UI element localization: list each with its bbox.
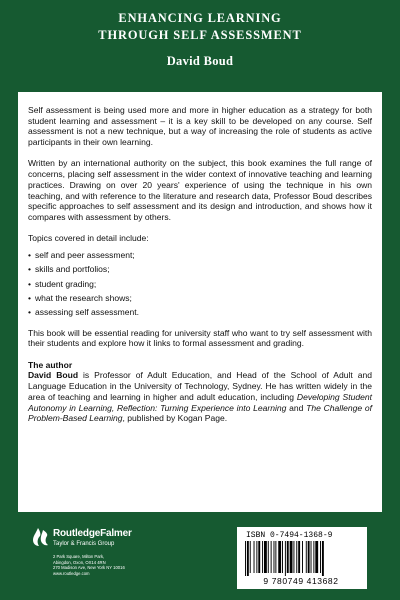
bio-author-name: David Boud	[28, 370, 79, 381]
barcode-digits: 9 780749 413682	[263, 576, 339, 586]
address-line: www.routledge.com	[53, 570, 90, 576]
topic-item	[28, 250, 372, 260]
cover-author-name: David Boud	[166, 54, 234, 68]
publisher-name: RoutledgeFalmer	[53, 528, 132, 539]
cover-header	[0, 0, 400, 92]
bullet-icon: •	[28, 307, 31, 318]
topic-text: skills and portfolios;	[35, 264, 110, 275]
book-title-line-1: ENHANCING LEARNING	[118, 11, 282, 25]
book-title	[0, 10, 400, 44]
bullet-icon: •	[28, 292, 31, 303]
blurb-paragraph-2: Written by an international authority on the subject, this book examines the full range of concerns, placing self assessment in the wider context of innovative teaching and learning practices. Drawing on over 20 years' experience of using the technique in his own teaching, and with reference to the literature and research data, Professor Boud describes specific approaches to self assessment and its design and introduction, and shows how it compares with assessment by others.	[28, 158, 372, 222]
address-line: Abingdon, Oxon, OX14 4RN	[53, 559, 106, 565]
publisher-addresses	[53, 554, 125, 576]
address-line: 270 Madison Ave, New York NY 10016	[53, 565, 125, 571]
author-bio	[28, 370, 372, 424]
bio-text-2: and	[286, 402, 307, 413]
topic-text: self and peer assessment;	[35, 249, 135, 260]
topic-text: student grading;	[35, 278, 97, 289]
address-line: 2 Park Square, Milton Park,	[53, 554, 105, 559]
book-title-line-2: THROUGH SELF ASSESSMENT	[98, 28, 302, 42]
bio-book-title: The Challenge of Problem-Based Learning	[28, 402, 372, 424]
bullet-icon: •	[28, 249, 31, 260]
blurb-content	[28, 105, 372, 435]
publisher-group: Taylor & Francis Group	[53, 541, 115, 547]
bullet-icon: •	[28, 264, 31, 275]
author-heading: The author	[28, 359, 73, 370]
publisher-logo-icon	[32, 527, 50, 547]
topic-item	[28, 279, 372, 289]
bullet-icon: •	[28, 278, 31, 289]
bio-text-3: , published by Kogan Page.	[122, 413, 228, 424]
topic-text: what the research shows;	[35, 292, 132, 303]
topic-item	[28, 293, 372, 303]
blurb-paragraph-1: Self assessment is being used more and more in higher education as a strategy for both student learning and assessment – it is a key skill to be developed on any course. Self assessment is not a new technique, but a way of increasing the role of students as active participants in their own learning.	[28, 105, 372, 148]
bio-text-1: is Professor of Adult Education, and Head of the School of Adult and Language Education in the University of Technology, Sydney. He has written widely in the area of teaching and learning in higher and adult education, including	[28, 370, 372, 402]
bio-book-titles: Developing Student Autonomy in Learning, Reflection: Turning Experience into Learning	[28, 391, 372, 413]
topic-text: assessing self assessment.	[35, 307, 140, 318]
blurb-paragraph-3: This book will be essential reading for university staff who want to try self assessment with their students and explore how it links to formal assessment and grading.	[28, 327, 372, 349]
topics-list	[28, 250, 372, 317]
barcode-icon	[243, 541, 361, 577]
topic-item	[28, 264, 372, 274]
topics-intro: Topics covered in detail include:	[28, 233, 149, 244]
isbn-text: ISBN 0-7494-1368-9	[246, 531, 333, 540]
topic-item	[28, 307, 372, 317]
